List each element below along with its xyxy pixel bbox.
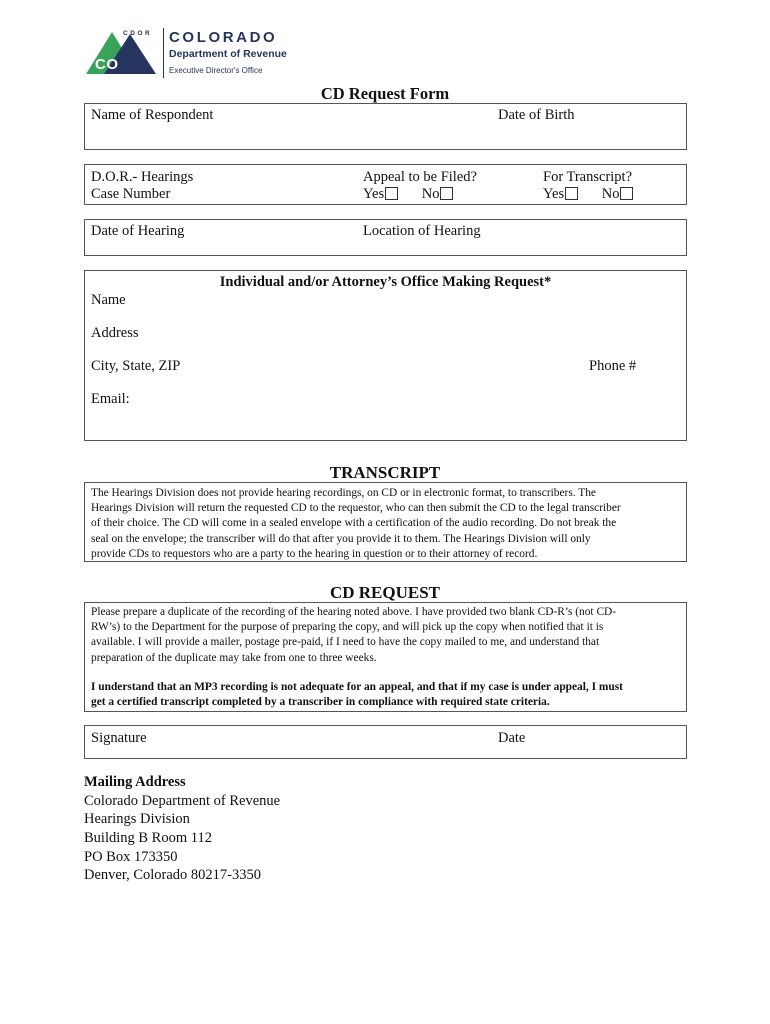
transcript-line: provide CDs to requestors who are a party to the hearing in question or to their attorney of record. <box>91 547 538 560</box>
mp3-warning-line: get a certified transcript completed by a transcriber in compliance with required state criteria. <box>91 696 550 709</box>
cdor-logo <box>84 26 294 78</box>
transcript-options <box>543 186 633 203</box>
appeal-label: Appeal to be Filed? <box>363 169 477 185</box>
requester-heading: Individual and/or Attorney’s Office Making Request* <box>219 274 552 290</box>
appeal-yes-checkbox[interactable] <box>385 187 398 200</box>
mp3-warning-text <box>91 680 683 710</box>
requester-city-label: City, State, ZIP <box>91 358 181 374</box>
date-of-birth-label: Date of Birth <box>498 107 575 123</box>
logo-office: Executive Director's Office <box>169 66 263 75</box>
transcript-notice-box <box>84 482 687 562</box>
transcript-line: Hearings Division will return the requested CD to the requestor, who can then submit the CD to the legal transcriber <box>91 502 621 515</box>
transcript-no-checkbox[interactable] <box>620 187 633 200</box>
case-label-line2: Case Number <box>91 186 171 202</box>
transcript-label: For Transcript? <box>543 169 633 185</box>
requester-phone-label: Phone # <box>589 358 637 374</box>
cd-request-line: available. I will provide a mailer, postage pre-paid, if I need to have the copy mailed to me, and understand that <box>91 636 600 649</box>
logo-badge-text: CO <box>95 56 119 73</box>
cd-request-text <box>91 605 679 666</box>
location-of-hearing-label: Location of Hearing <box>363 223 481 239</box>
appeal-yes-label: Yes <box>363 186 385 202</box>
case-section <box>84 164 687 205</box>
mp3-warning-line: I understand that an MP3 recording is not adequate for an appeal, and that if my case is under appeal, I must <box>91 681 623 693</box>
mailing-address-line: Hearings Division <box>84 811 190 827</box>
date-of-hearing-label: Date of Hearing <box>91 223 185 239</box>
form-title: CD Request Form <box>320 84 450 103</box>
cd-request-line: preparation of the duplicate may take from one to three weeks. <box>91 651 377 664</box>
logo-state: COLORADO <box>169 29 278 46</box>
cd-request-heading: CD REQUEST <box>329 583 441 602</box>
appeal-options <box>363 186 453 203</box>
mailing-address-line: Colorado Department of Revenue <box>84 793 281 809</box>
signature-label: Signature <box>91 730 147 746</box>
mailing-address-line: Building B Room 112 <box>84 830 212 846</box>
signature-section <box>84 725 687 759</box>
transcript-no-label: No <box>601 186 620 202</box>
requester-email-label: Email: <box>91 391 130 407</box>
mailing-address-line: PO Box 173350 <box>84 849 178 865</box>
transcript-notice-text <box>91 486 679 562</box>
requester-name-label: Name <box>91 292 126 308</box>
cd-request-line: RW’s) to the Department for the purpose of preparing the copy, and will pick up the copy when notified that it is <box>91 621 604 634</box>
requester-section <box>84 270 687 441</box>
transcript-yes-checkbox[interactable] <box>565 187 578 200</box>
transcript-yes-label: Yes <box>543 186 565 202</box>
signature-date-label: Date <box>498 730 526 746</box>
case-label-line1: D.O.R.- Hearings <box>91 169 194 185</box>
mailing-address-heading: Mailing Address <box>84 774 186 790</box>
transcript-heading: TRANSCRIPT <box>329 463 441 482</box>
respondent-name-label: Name of Respondent <box>91 107 214 123</box>
appeal-no-checkbox[interactable] <box>440 187 453 200</box>
transcript-line: seal on the envelope; the transcriber will do that after you provide it to them. The Hearings Division will only <box>91 532 591 545</box>
logo-department: Department of Revenue <box>169 48 287 60</box>
hearing-section <box>84 219 687 256</box>
mailing-address-line: Denver, Colorado 80217-3350 <box>84 867 262 883</box>
appeal-no-label: No <box>421 186 440 202</box>
cd-request-line: Please prepare a duplicate of the recording of the hearing noted above. I have provided two blank CD-R’s (not CD- <box>91 606 617 618</box>
requester-address-label: Address <box>91 325 139 341</box>
cd-request-box <box>84 602 687 712</box>
logo-initials: CDOR <box>123 30 153 37</box>
transcript-line: of their choice. The CD will come in a sealed envelope with a certification of the audio recording. Do not break the <box>91 517 617 530</box>
logo-divider <box>163 28 164 78</box>
transcript-line: The Hearings Division does not provide hearing recordings, on CD or in electronic format, to transcribers. The <box>91 487 596 499</box>
respondent-section <box>84 103 687 150</box>
